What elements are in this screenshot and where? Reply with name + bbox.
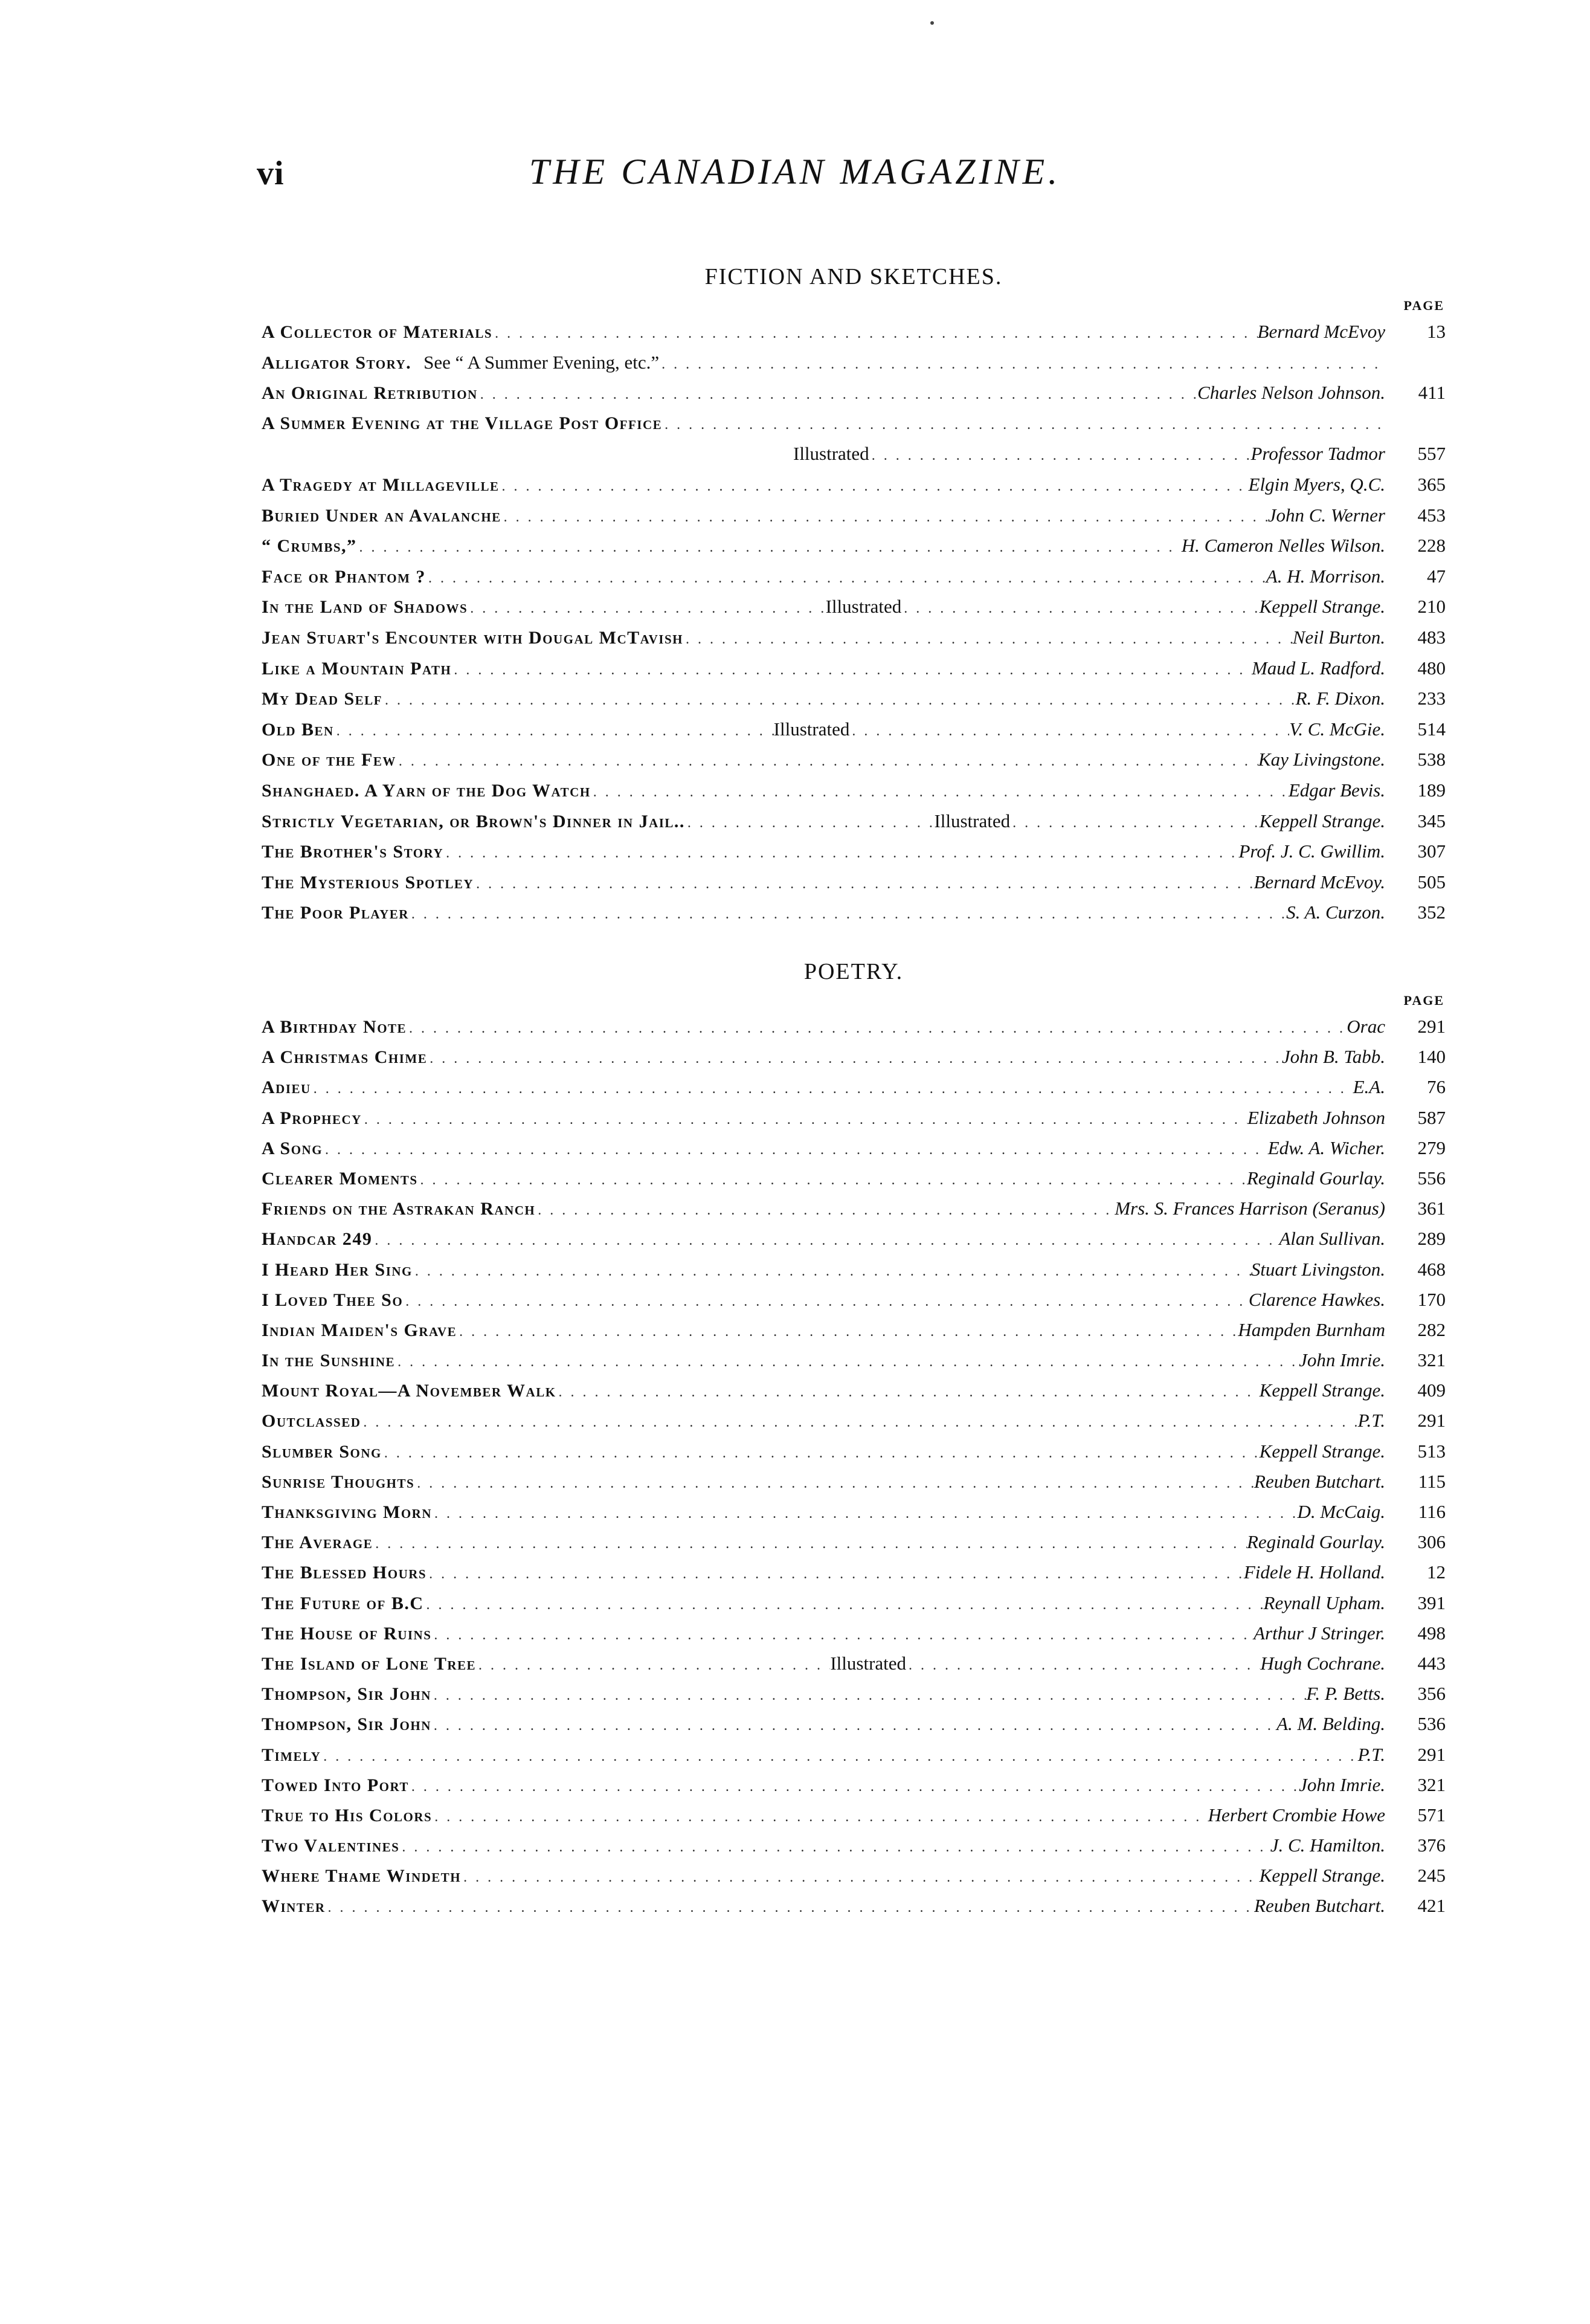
toc-entry (262, 592, 1446, 622)
entry-author: A. H. Morrison. (1266, 565, 1385, 587)
dot-leader (334, 716, 774, 747)
dot-leader (1010, 808, 1260, 839)
entry-title: I Loved Thee So (262, 1289, 404, 1310)
entry-page: 536 (1417, 1713, 1446, 1735)
entry-page: 170 (1417, 1288, 1446, 1310)
entry-title: The Future of B.C (262, 1593, 424, 1613)
dot-leader (426, 1559, 1244, 1589)
dot-leader (426, 563, 1266, 594)
entry-page: 115 (1418, 1470, 1446, 1492)
entry-title: Thompson, Sir John (262, 1714, 431, 1735)
entry-title: Clearer Moments (262, 1168, 418, 1189)
toc-entry (262, 714, 1446, 745)
entry-author: V. C. McGie. (1289, 718, 1386, 740)
toc-entry (262, 531, 1446, 561)
dot-leader (849, 716, 1289, 747)
entry-author: Bernard McEvoy. (1254, 871, 1385, 892)
page-column-label: PAGE (1403, 298, 1444, 313)
entry-author: Reuben Butchart. (1254, 1895, 1385, 1917)
dot-leader (409, 1772, 1299, 1802)
entry-page: 307 (1417, 841, 1446, 862)
entry-title: Shanghaed. A Yarn of the Dog Watch (262, 780, 591, 801)
toc-entry (262, 470, 1446, 500)
toc-entry (262, 806, 1446, 837)
entry-page: 376 (1417, 1835, 1446, 1856)
entry-title: A Tragedy at Millageville (262, 474, 500, 495)
toc-entry (262, 1497, 1446, 1527)
entry-page: 47 (1427, 565, 1446, 587)
entry-author: John Imrie. (1299, 1774, 1385, 1795)
dot-leader (431, 1620, 1254, 1650)
entry-author: Bernard McEvoy (1257, 321, 1385, 342)
entry-title: I Heard Her Sing (262, 1259, 413, 1280)
entry-author: Mrs. S. Frances Harrison (Seranus) (1115, 1198, 1385, 1219)
toc-entry (262, 1588, 1446, 1618)
fiction-section (262, 259, 1446, 928)
toc-entry (262, 1800, 1446, 1830)
toc-entry (262, 1406, 1446, 1436)
poetry-entries (262, 1012, 1446, 1922)
dot-leader (457, 1317, 1238, 1347)
dot-leader (361, 1407, 1357, 1438)
dot-leader (901, 593, 1259, 624)
toc-entry (262, 836, 1446, 867)
entry-title: Alligator Story. (262, 352, 412, 373)
entry-page: 321 (1417, 1349, 1446, 1371)
toc-entry (262, 317, 1446, 347)
dot-leader (478, 379, 1197, 410)
dot-leader (659, 349, 1385, 380)
dot-leader (403, 1286, 1249, 1317)
entry-title: Like a Mountain Path (262, 658, 452, 679)
poetry-section (262, 954, 1446, 1922)
entry-title: Two Valentines (262, 1836, 400, 1856)
entry-author: E.A. (1353, 1076, 1385, 1098)
dot-leader (382, 1438, 1260, 1468)
toc-entry (262, 1042, 1446, 1072)
toc-entry (262, 408, 1446, 439)
entry-page: 291 (1417, 1410, 1446, 1432)
toc-entry (262, 1375, 1446, 1406)
toc-entry (262, 1618, 1446, 1648)
dot-leader (685, 808, 935, 839)
dot-leader (399, 1832, 1270, 1862)
entry-title: The Blessed Hours (262, 1563, 427, 1583)
dot-leader (492, 318, 1257, 349)
dot-leader (535, 1195, 1115, 1225)
toc-entry (262, 439, 1446, 470)
entry-title: One of the Few (262, 750, 396, 770)
entry-page: 356 (1417, 1683, 1446, 1705)
entry-page: 306 (1417, 1531, 1446, 1553)
entry-page: 587 (1417, 1106, 1446, 1128)
entry-page: 12 (1427, 1561, 1446, 1583)
entry-author: Reynall Upham. (1263, 1592, 1385, 1613)
dot-leader (311, 1074, 1353, 1104)
entry-author: Arthur J Stringer. (1254, 1622, 1385, 1644)
entry-author: John C. Werner (1267, 504, 1385, 526)
running-head: THE CANADIAN MAGAZINE. (529, 152, 1061, 192)
dot-leader (906, 1650, 1260, 1680)
entry-title: Old Ben (262, 719, 334, 740)
dot-leader (683, 624, 1293, 655)
entry-title: Friends on the Astrakan Ranch (262, 1199, 536, 1219)
toc-entry (262, 347, 1446, 378)
entry-author: P.T. (1357, 1743, 1385, 1765)
entry-page: 291 (1417, 1016, 1446, 1037)
dot-leader (662, 410, 1385, 441)
entry-page: 453 (1417, 504, 1446, 526)
entry-author: Stuart Livingston. (1250, 1258, 1385, 1280)
toc-entry (262, 500, 1446, 531)
entry-author: Alan Sullivan. (1279, 1228, 1385, 1250)
entry-author: Elgin Myers, Q.C. (1248, 473, 1385, 495)
dot-leader (591, 777, 1289, 808)
entry-title: The Brother's Story (262, 842, 444, 862)
dot-leader (373, 1529, 1247, 1559)
entry-title: In the Sunshine (262, 1351, 396, 1371)
entry-author: Prof. J. C. Gwillim. (1238, 841, 1385, 862)
entry-author: Neil Burton. (1292, 626, 1385, 648)
entry-author: Reginald Gourlay. (1246, 1531, 1385, 1553)
entry-page: 13 (1427, 321, 1446, 342)
toc-entry (262, 1285, 1446, 1315)
toc-entry (262, 1315, 1446, 1345)
entry-author: Charles Nelson Johnson. (1197, 382, 1385, 404)
entry-author: Reginald Gourlay. (1246, 1167, 1385, 1189)
entry-title: A Prophecy (262, 1108, 362, 1128)
entry-page: 76 (1427, 1076, 1446, 1098)
dot-leader (556, 1377, 1260, 1407)
dot-leader (362, 1105, 1247, 1135)
illustrated-note: Illustrated (830, 1652, 907, 1674)
toc-entry (262, 1679, 1446, 1709)
entry-title: Where Thame Windeth (262, 1866, 462, 1887)
entry-page: 210 (1417, 596, 1446, 618)
entry-author: Fidele H. Holland. (1243, 1561, 1385, 1583)
entry-title: Thompson, Sir John (262, 1684, 431, 1705)
entry-title: True to His Colors (262, 1805, 433, 1825)
entry-page: 411 (1418, 382, 1446, 404)
entry-title: Strictly Vegetarian, or Brown's Dinner in Jail.. (262, 811, 685, 831)
page-column-label: PAGE (1403, 993, 1444, 1008)
toc-entry (262, 1193, 1446, 1224)
toc-entry (262, 1891, 1446, 1921)
entry-page: 571 (1417, 1804, 1446, 1825)
entry-author: Keppell Strange. (1259, 1865, 1385, 1887)
entry-author: A. M. Belding. (1276, 1713, 1385, 1735)
entry-page: 505 (1417, 871, 1446, 892)
entry-author: Kay Livingstone. (1258, 749, 1385, 770)
toc-entry (262, 775, 1446, 806)
entry-author: John B. Tabb. (1281, 1046, 1385, 1068)
entry-page: 443 (1417, 1652, 1446, 1674)
dot-leader (409, 899, 1286, 930)
entry-author: H. Cameron Nelles Wilson. (1181, 535, 1385, 557)
entry-title: Outclassed (262, 1411, 361, 1432)
toc-entry (262, 622, 1446, 653)
dot-leader (414, 1468, 1254, 1499)
dot-leader (501, 502, 1268, 533)
entry-page: 365 (1417, 473, 1446, 495)
dot-leader (357, 532, 1182, 563)
dot-leader (431, 1711, 1276, 1741)
entry-title: Sunrise Thoughts (262, 1471, 415, 1492)
entry-author: Keppell Strange. (1259, 1380, 1385, 1401)
section-heading: POETRY. (803, 959, 904, 984)
page-number: vi (257, 155, 285, 192)
fiction-entries (262, 317, 1446, 928)
toc-entry (262, 1072, 1446, 1102)
entry-title: The Mysterious Spotley (262, 872, 474, 892)
entry-author: Clarence Hawkes. (1248, 1288, 1385, 1310)
entry-page: 513 (1417, 1440, 1446, 1462)
entry-page: 352 (1417, 902, 1446, 923)
entry-author: Keppell Strange. (1259, 1440, 1385, 1462)
entry-page: 556 (1417, 1167, 1446, 1189)
ink-speck (930, 21, 934, 25)
entry-page: 289 (1417, 1228, 1446, 1250)
dot-leader (468, 593, 825, 624)
entry-page: 228 (1417, 535, 1446, 557)
entry-page: 361 (1417, 1198, 1446, 1219)
entry-author: F. P. Betts. (1306, 1683, 1385, 1705)
entry-title: The Island of Lone Tree (262, 1653, 477, 1674)
entry-author: Keppell Strange. (1259, 810, 1385, 831)
entry-title: Face or Phantom ? (262, 566, 426, 587)
illustrated-note: Illustrated (793, 443, 869, 465)
toc-entry (262, 1254, 1446, 1285)
dot-leader (413, 1256, 1251, 1286)
entry-page: 189 (1417, 779, 1446, 801)
toc-entry (262, 1436, 1446, 1467)
entry-title: A Summer Evening at the Village Post Office (262, 413, 663, 433)
dot-leader (424, 1590, 1264, 1620)
entry-page: 498 (1417, 1622, 1446, 1644)
entry-title: Jean Stuart's Encounter with Dougal McTavish (262, 627, 683, 648)
entry-title: Handcar 249 (262, 1229, 373, 1250)
entry-page: 282 (1417, 1319, 1446, 1340)
entry-title: Mount Royal—A November Walk (262, 1381, 556, 1401)
dot-leader (396, 746, 1258, 777)
toc-entry (262, 1527, 1446, 1557)
section-heading: FICTION AND SKETCHES. (704, 264, 1003, 289)
toc-entry (262, 1830, 1446, 1861)
dot-leader (395, 1347, 1299, 1377)
entry-page: 291 (1417, 1743, 1446, 1765)
entry-page: 116 (1418, 1501, 1446, 1522)
entry-page: 233 (1417, 688, 1446, 709)
dot-leader (869, 441, 1251, 471)
entry-author: John Imrie. (1299, 1349, 1385, 1371)
dot-leader (418, 1165, 1247, 1195)
entry-page: 480 (1417, 657, 1446, 679)
entry-page: 514 (1417, 718, 1446, 740)
dot-leader (451, 655, 1252, 686)
entry-page: 557 (1417, 443, 1446, 465)
toc-entry (262, 744, 1446, 775)
toc-entry (262, 683, 1446, 714)
dot-leader (443, 838, 1238, 869)
entry-note: See “ A Summer Evening, etc.” (423, 351, 660, 373)
dot-leader (382, 685, 1296, 716)
toc-entry (262, 1103, 1446, 1133)
toc-entry (262, 1345, 1446, 1375)
entry-title: In the Land of Shadows (262, 597, 468, 618)
entry-author: Maud L. Radford. (1251, 657, 1385, 679)
toc-entry (262, 1163, 1446, 1193)
toc-entry (262, 1770, 1446, 1800)
illustrated-note: Illustrated (773, 718, 850, 740)
entry-author: Hugh Cochrane. (1260, 1652, 1386, 1674)
entry-author: Edw. A. Wicher. (1267, 1137, 1385, 1158)
dot-leader (461, 1862, 1260, 1893)
dot-leader (321, 1741, 1357, 1772)
entry-author: D. McCaig. (1297, 1501, 1385, 1522)
entry-author: J. C. Hamilton. (1270, 1835, 1385, 1856)
entry-title: My Dead Self (262, 689, 383, 709)
entry-title: A Christmas Chime (262, 1047, 428, 1068)
entry-page: 409 (1417, 1380, 1446, 1401)
entry-title: The House of Ruins (262, 1623, 432, 1644)
entry-page: 279 (1417, 1137, 1446, 1158)
toc-entry (262, 897, 1446, 928)
entry-page: 140 (1417, 1046, 1446, 1068)
entry-author: Reuben Butchart. (1254, 1470, 1385, 1492)
entry-page: 245 (1417, 1865, 1446, 1887)
dot-leader (432, 1499, 1297, 1529)
toc-entry (262, 1133, 1446, 1163)
illustrated-note: Illustrated (825, 596, 902, 618)
entry-page: 345 (1417, 810, 1446, 831)
dot-leader (431, 1680, 1307, 1711)
entry-title: Timely (262, 1745, 321, 1765)
toc-entry (262, 867, 1446, 898)
entry-title: Thanksgiving Morn (262, 1502, 433, 1522)
dot-leader (326, 1893, 1255, 1923)
entry-author: Orac (1347, 1016, 1385, 1037)
entry-title: Winter (262, 1896, 326, 1917)
entry-author: P.T. (1357, 1410, 1385, 1432)
toc-entry (262, 561, 1446, 592)
entry-author: Professor Tadmor (1250, 443, 1385, 465)
dot-leader (407, 1013, 1347, 1044)
toc-entry (262, 1648, 1446, 1679)
toc-entry (262, 1709, 1446, 1739)
toc-entry (262, 1012, 1446, 1042)
entry-page: 391 (1417, 1592, 1446, 1613)
entry-title: The Poor Player (262, 903, 409, 923)
toc-entry (262, 378, 1446, 408)
dot-leader (372, 1225, 1279, 1256)
entry-page: 468 (1417, 1258, 1446, 1280)
toc-entry (262, 1467, 1446, 1497)
toc-entry (262, 1740, 1446, 1770)
illustrated-note: Illustrated (934, 810, 1011, 831)
dot-leader (476, 1650, 830, 1680)
entry-title: A Birthday Note (262, 1017, 407, 1037)
entry-page: 483 (1417, 626, 1446, 648)
entry-author: Hampden Burnham (1238, 1319, 1385, 1340)
dot-leader (499, 471, 1248, 502)
toc-entry (262, 1224, 1446, 1254)
dot-leader (432, 1802, 1208, 1832)
entry-title: The Average (262, 1532, 373, 1553)
toc-entry (262, 653, 1446, 684)
entry-page: 321 (1417, 1774, 1446, 1795)
entry-page: 538 (1417, 749, 1446, 770)
entry-author: Elizabeth Johnson (1247, 1106, 1385, 1128)
entry-author: Herbert Crombie Howe (1208, 1804, 1385, 1825)
toc-entry (262, 1557, 1446, 1587)
entry-author: Keppell Strange. (1259, 596, 1385, 618)
entry-title: Slumber Song (262, 1441, 382, 1462)
entry-title: An Original Retribution (262, 383, 478, 404)
entry-author: S. A. Curzon. (1286, 902, 1385, 923)
dot-leader (474, 869, 1254, 900)
dot-leader (323, 1135, 1268, 1165)
entry-author: R. F. Dixon. (1295, 688, 1385, 709)
entry-author: Edgar Bevis. (1288, 779, 1385, 801)
entry-page: 421 (1417, 1895, 1446, 1917)
entry-title: A Song (262, 1138, 323, 1158)
toc-entry (262, 1861, 1446, 1891)
entry-title: Buried Under an Avalanche (262, 505, 501, 526)
entry-title: Towed Into Port (262, 1775, 409, 1795)
entry-title: A Collector of Materials (262, 322, 493, 342)
dot-leader (427, 1044, 1282, 1074)
entry-title: Indian Maiden's Grave (262, 1320, 457, 1340)
entry-title: Adieu (262, 1077, 311, 1098)
entry-title: “ Crumbs,” (262, 536, 357, 557)
